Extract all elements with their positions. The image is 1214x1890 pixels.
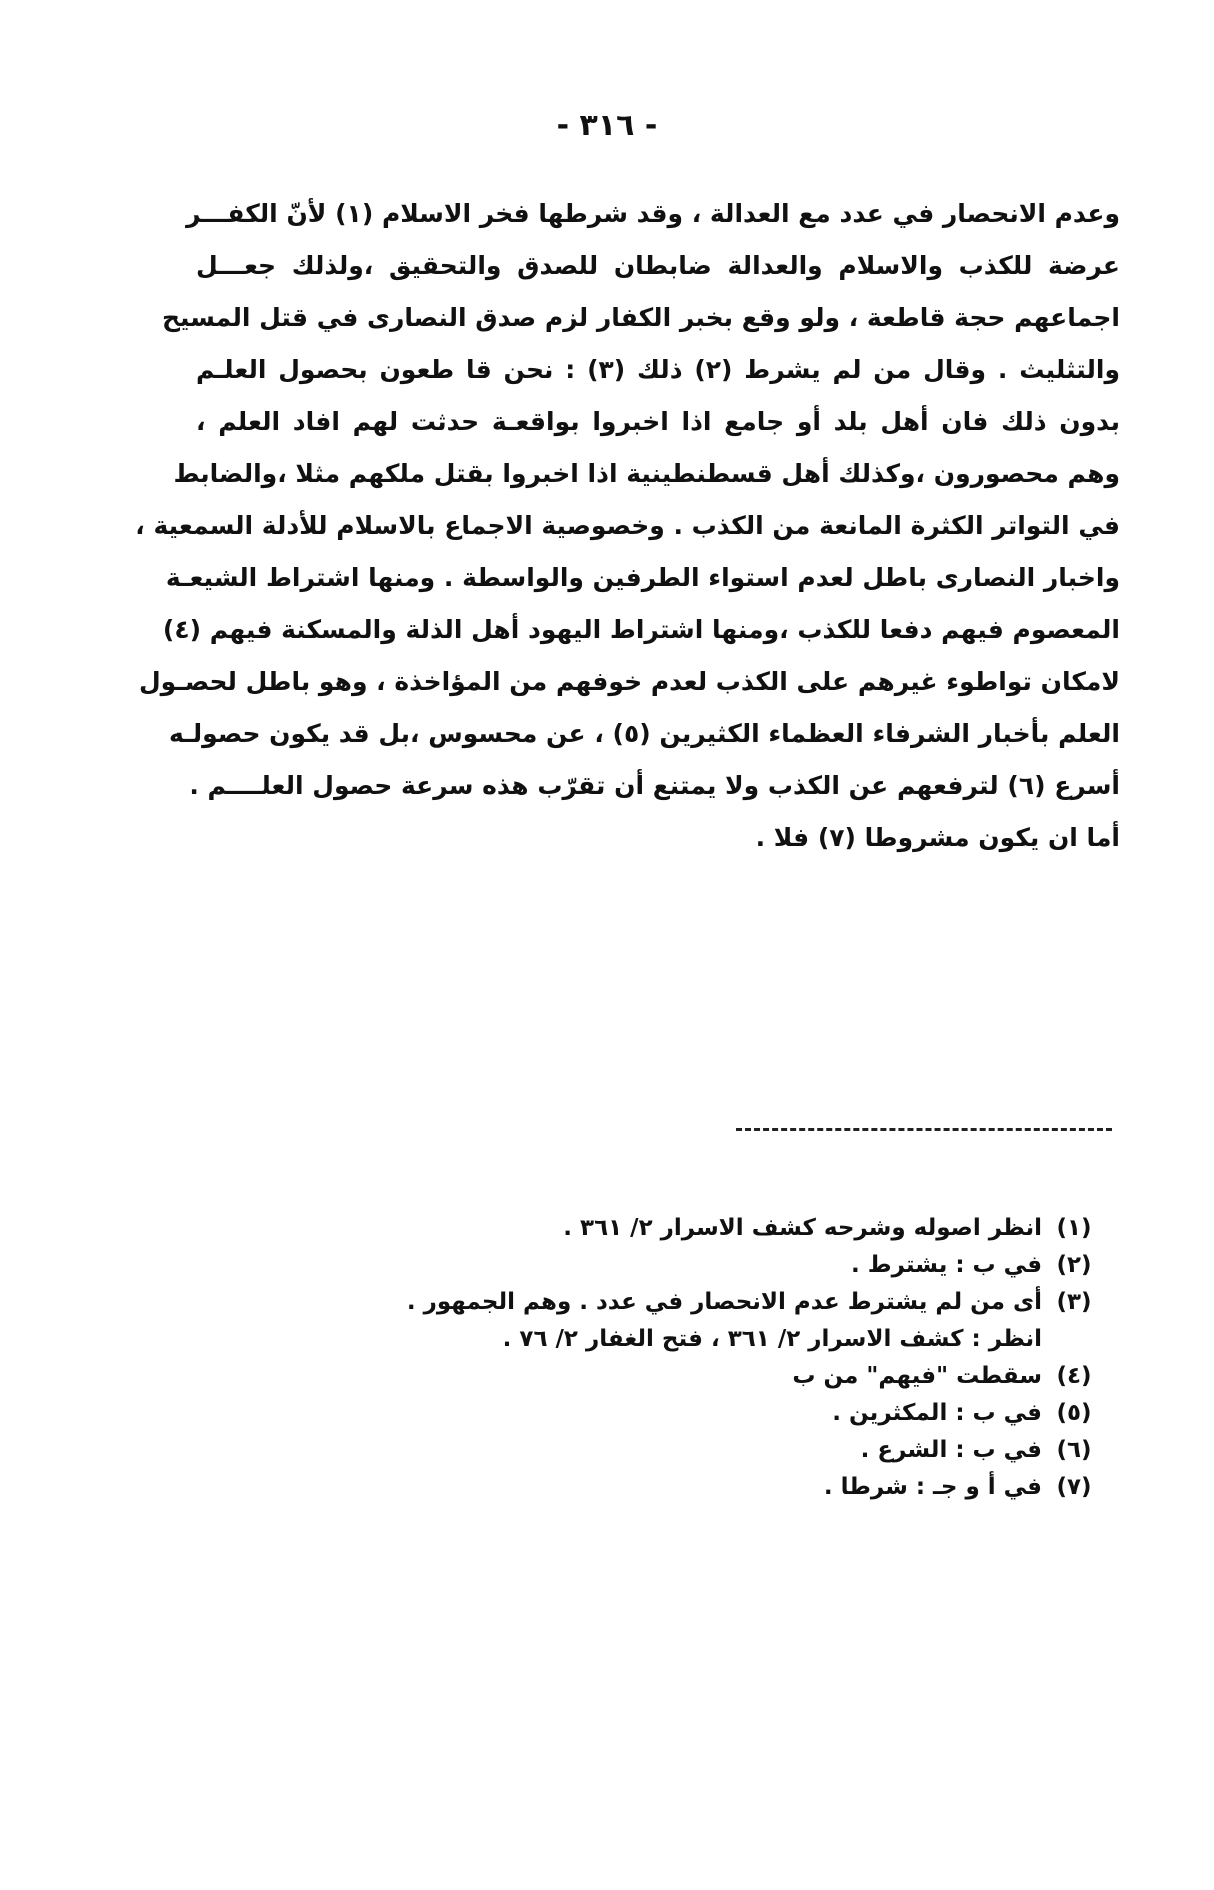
footnote-text: في أ و جـ : شرطا .: [823, 1474, 1042, 1500]
text-line: وعدم الانحصار في عدد مع العدالة ، وقد شرطها فخر الاسلام (١) لأنّ الكفـــر: [186, 199, 1120, 228]
text-line: في التواتر الكثرة المانعة من الكذب . وخصوصية الاجماع بالاسلام للأدلة السمعية ،: [135, 511, 1120, 540]
footnote: [300, 1247, 1106, 1284]
footnote-text: سقطت "فيهم" من ب: [792, 1363, 1042, 1389]
text-line: اجماعهم حجة قاطعة ، ولو وقع بخبر الكفار لزم صدق النصارى في قتل المسيح: [162, 303, 1120, 332]
footnote-separator: [736, 1128, 1112, 1131]
footnote-text: انظر : كشف الاسرار ٢/ ٣٦١ ، فتح الغفار ٢/ ٧٦ .: [502, 1326, 1042, 1352]
footnote-text: في ب : يشترط .: [850, 1252, 1042, 1278]
footnote-continuation: [300, 1321, 1106, 1358]
footnote-number: (٦): [1056, 1437, 1092, 1463]
footnote: [300, 1284, 1106, 1321]
text-line: وهم محصورون ،وكذلك أهل قسطنطينية اذا اخبروا بقتل ملكهم مثلا ،والضابط: [173, 459, 1120, 488]
footnote-text: انظر اصوله وشرحه كشف الاسرار ٢/ ٣٦١ .: [563, 1215, 1042, 1241]
footnote-number: (٢): [1056, 1252, 1092, 1278]
text-line: واخبار النصارى باطل لعدم استواء الطرفين والواسطة . ومنها اشتراط الشيعـة: [165, 563, 1120, 592]
footnote-number: (٧): [1056, 1474, 1092, 1500]
text-line: لامكان تواطوء غيرهم على الكذب لعدم خوفهم من المؤاخذة ، وهو باطل لحصـول: [138, 667, 1120, 696]
footnote: [300, 1432, 1106, 1469]
footnote: [300, 1210, 1106, 1247]
footnote: [300, 1358, 1106, 1395]
footnote: [300, 1469, 1106, 1506]
text-line: عرضة للكذب والاسلام والعدالة ضابطان للصدق والتحقيق ،ولذلك جعـــل: [196, 251, 1120, 280]
footnote-number: (٤): [1056, 1363, 1092, 1389]
footnote-text: في ب : المكثرين .: [832, 1400, 1042, 1426]
text-line: بدون ذلك فان أهل بلد أو جامع اذا اخبروا بواقعـة حدثت لهم افاد العلم ،: [196, 407, 1120, 436]
footnote-text: في ب : الشرع .: [860, 1437, 1042, 1463]
text-line: العلم بأخبار الشرفاء العظماء الكثيرين (٥) ، عن محسوس ،بل قد يكون حصولـه: [169, 719, 1120, 748]
text-line: أما ان يكون مشروطا (٧) فلا .: [755, 823, 1120, 852]
footnote-number: (٥): [1056, 1400, 1092, 1426]
footnote-text: أى من لم يشترط عدم الانحصار في عدد . وهم الجمهور .: [406, 1289, 1042, 1315]
footnotes: [300, 1210, 1106, 1506]
footnote: [300, 1395, 1106, 1432]
text-line: المعصوم فيهم دفعا للكذب ،ومنها اشتراط اليهود أهل الذلة والمسكنة فيهم (٤): [162, 615, 1120, 644]
page-number: - ٣١٦ -: [556, 108, 658, 143]
footnote-number: (٣): [1056, 1289, 1092, 1315]
main-text: [135, 188, 1120, 864]
text-line: والتثليث . وقال من لم يشرط (٢) ذلك (٣) : نحن قا طعون بحصول العلـم: [196, 355, 1120, 384]
text-line: أسرع (٦) لترفعهم عن الكذب ولا يمتنع أن تقرّب هذه سرعة حصول العلــــم .: [189, 771, 1120, 800]
footnote-number: (١): [1056, 1215, 1092, 1241]
